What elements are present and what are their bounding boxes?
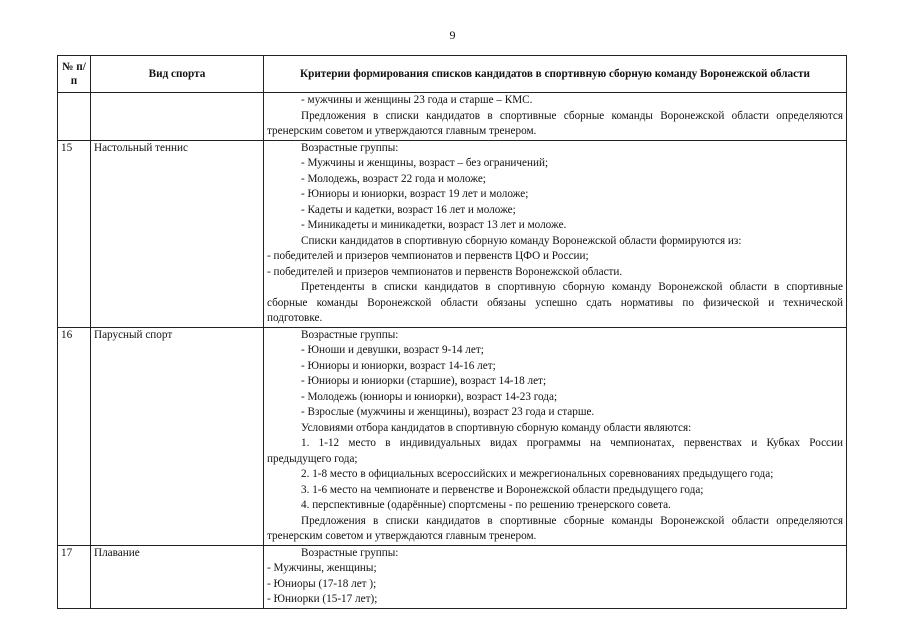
- criteria-line: - Молодежь (юниоры и юниорки), возраст 14-23 года;: [301, 390, 558, 403]
- criteria-line: сборные команды Воронежской области обязаны успешно сдать нормативы по физической и технической: [267, 296, 843, 309]
- criteria-line: - Молодежь, возраст 22 года и моложе;: [301, 172, 486, 185]
- criteria-line: Претенденты в списки кандидатов в спортивную сборную команду Воронежской области в спортивные: [301, 281, 843, 293]
- header-sport: Вид спорта: [91, 56, 264, 93]
- criteria-line: тренерским советом и утверждаются главным тренером.: [267, 530, 537, 542]
- criteria-line: предыдущего года;: [267, 452, 358, 465]
- row-num: 15: [58, 140, 91, 327]
- criteria-line: Предложения в списки кандидатов в спортивные сборные команды Воронежской области определяются: [301, 109, 843, 122]
- criteria-line: - Взрослые (мужчины и женщины), возраст 23 года и старше.: [301, 406, 595, 418]
- criteria-line: 1. 1-12 место в индивидуальных видах программы на чемпионатах, первенствах и Кубках России: [301, 437, 843, 449]
- page-number: 9: [449, 28, 456, 42]
- criteria-line: Возрастные группы:: [301, 328, 399, 341]
- criteria-line: Условиями отбора кандидатов в спортивную сборную команду области являются:: [301, 421, 692, 434]
- criteria-line: Возрастные группы:: [301, 141, 399, 154]
- criteria-line: 3. 1-6 место на чемпионате и первенстве и Воронежской области предыдущего года;: [301, 483, 704, 496]
- row-sport: Плавание: [91, 545, 264, 608]
- criteria-line: тренерским советом и утверждаются главным тренером.: [267, 125, 537, 137]
- row-criteria: [264, 140, 847, 327]
- criteria-line: 2. 1-8 место в официальных всероссийских и межрегиональных соревнованиях предыдущего года;: [301, 468, 774, 480]
- criteria-line: 4. перспективные (одарённые) спортсмены - по решению тренерского совета.: [301, 499, 671, 511]
- table-row: [58, 327, 847, 545]
- criteria-line: - Миникадеты и миникадетки, возраст 13 лет и моложе.: [301, 219, 567, 231]
- criteria-table: [57, 55, 847, 609]
- row-sport: [91, 93, 264, 141]
- criteria-line: - Кадеты и кадетки, возраст 16 лет и моложе;: [301, 203, 516, 216]
- row-num: 16: [58, 327, 91, 545]
- criteria-line: Списки кандидатов в спортивную сборную команду Воронежской области формируются из:: [301, 234, 742, 247]
- row-sport: Парусный спорт: [91, 327, 264, 545]
- header-num: № п/п: [58, 56, 91, 93]
- criteria-line: - мужчины и женщины 23 года и старше – КМС.: [301, 94, 533, 106]
- row-num: 17: [58, 545, 91, 608]
- criteria-line: - Юниоры и юниорки, возраст 14-16 лет;: [301, 359, 496, 372]
- criteria-line: - Мужчины и женщины, возраст – без ограничений;: [301, 157, 549, 169]
- criteria-line: подготовке.: [267, 312, 323, 324]
- criteria-line: - Юниоры и юниорки, возраст 19 лет и моложе;: [301, 188, 529, 200]
- row-sport: Настольный теннис: [91, 140, 264, 327]
- criteria-line: - Юниоры и юниорки (старшие), возраст 14-18 лет;: [301, 375, 547, 387]
- criteria-line: - победителей и призеров чемпионатов и первенств Воронежской области.: [267, 265, 623, 278]
- criteria-line: Возрастные группы:: [301, 546, 399, 559]
- criteria-line: - Юноши и девушки, возраст 9-14 лет;: [301, 344, 484, 356]
- criteria-line: - Мужчины, женщины;: [267, 562, 377, 574]
- row-criteria: [264, 545, 847, 608]
- table-header-row: [58, 56, 847, 93]
- row-num: [58, 93, 91, 141]
- table-row-continuation: [58, 93, 847, 141]
- criteria-line: - победителей и призеров чемпионатов и первенств ЦФО и России;: [267, 250, 589, 262]
- row-criteria: [264, 93, 847, 141]
- row-criteria: [264, 327, 847, 545]
- header-criteria: Критерии формирования списков кандидатов в спортивную сборную команду Воронежской области: [264, 56, 847, 93]
- criteria-line: - Юниорки (15-17 лет);: [267, 593, 378, 605]
- criteria-line: - Юниоры (17-18 лет );: [267, 577, 377, 590]
- table-row: [58, 140, 847, 327]
- table-row: [58, 545, 847, 608]
- criteria-line: Предложения в списки кандидатов в спортивные сборные команды Воронежской области определяются: [301, 514, 843, 527]
